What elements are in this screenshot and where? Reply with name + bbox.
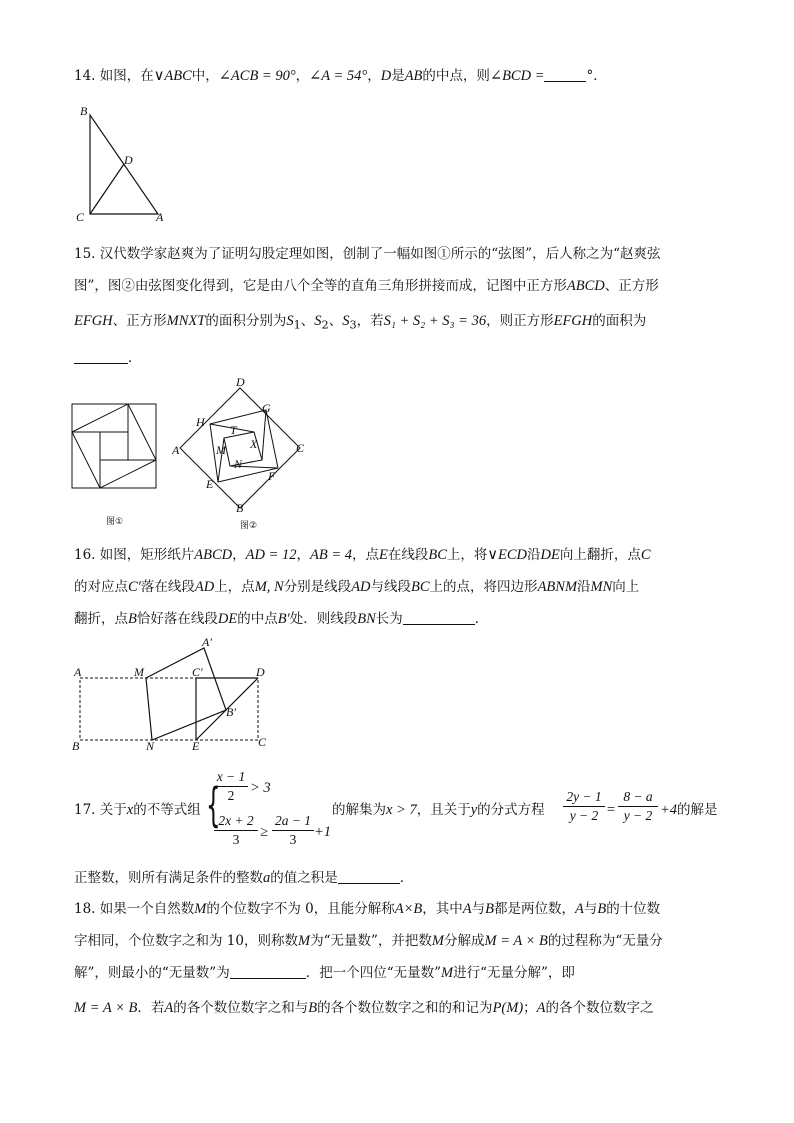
- q17-part: 的不等式组: [133, 802, 201, 818]
- q16-part: 上的点，将四边形: [429, 579, 538, 595]
- q17-part: 的值之积是: [270, 870, 338, 886]
- q15-part: 、正方形: [112, 313, 167, 329]
- q17-f5-num: 8 − a: [623, 789, 653, 804]
- q15-part: 的面积为: [592, 313, 647, 329]
- q18-part: 的过程称为“无量分: [547, 933, 663, 949]
- q16-part: 沿: [527, 547, 541, 563]
- q16-part: 上，将: [446, 547, 488, 563]
- q17-f4-num: 2y − 1: [566, 789, 602, 804]
- q14-angle-a: ∠A = 54°: [309, 68, 368, 84]
- q15-label-g: G: [262, 401, 271, 415]
- q16-answer-blank[interactable]: [403, 610, 475, 625]
- q18-var-a: A: [536, 1000, 546, 1016]
- q18-part: 的各个数位数字之: [545, 1000, 654, 1016]
- q18-part: 为“无量数”，并把数: [310, 933, 432, 949]
- q14-text: [74, 66, 607, 86]
- q14-segment-ab: AB: [404, 68, 423, 84]
- q17-line-2: [74, 868, 413, 888]
- q16-part: 向上: [612, 579, 640, 595]
- q15-fig1-caption: 图①: [106, 517, 124, 527]
- q18-p-of-m: P(M): [492, 1000, 524, 1016]
- q14-label-a: A: [156, 210, 164, 224]
- q16-segment-ad: AD: [194, 579, 215, 595]
- q14-part: 是: [391, 68, 405, 84]
- q17-f5-den: y − 2: [623, 808, 653, 823]
- q18-part: 分解成: [443, 933, 485, 949]
- q16-folded-quad: [146, 648, 226, 740]
- q16-segment-mn: MN: [590, 579, 613, 595]
- q18-var-a: A: [164, 1000, 174, 1016]
- q14-part: °．: [586, 68, 607, 84]
- q18-var-a: A: [462, 901, 472, 917]
- q18-part: 的个位数字不为 0，且能分解称: [206, 901, 395, 917]
- q15-line-4: [74, 348, 142, 368]
- q16-ab-length: AB = 4: [310, 547, 352, 563]
- q17-part: ．: [399, 870, 414, 886]
- q16-part: 向上翻折，点: [559, 547, 641, 563]
- q17-line-1b: [332, 800, 545, 820]
- q17-var-a: a: [263, 870, 271, 886]
- q15-label-f: F: [268, 469, 276, 483]
- q16-label-e: E: [192, 739, 200, 753]
- q15-line-1: [74, 244, 660, 264]
- q16-part: ，: [296, 547, 310, 563]
- q14-part: 14. 如图，在: [74, 68, 154, 84]
- q15-label-n: N: [234, 457, 243, 471]
- q18-part: ，其中: [422, 901, 463, 917]
- q15-label-m: M: [216, 443, 226, 457]
- q16-part: ．: [474, 611, 489, 627]
- q15-part: ，若: [356, 313, 384, 329]
- q15-line-2: [74, 276, 659, 296]
- q14-part: ，: [367, 68, 381, 84]
- q18-part: ．把一个四位“无量数”: [305, 965, 442, 981]
- q15-square-efgh: EFGH: [553, 313, 593, 329]
- q17-part: 正整数，则所有满足条件的整数: [74, 870, 263, 886]
- q15-part: ，则正方形: [486, 313, 554, 329]
- q16-triangle-ecd: ∨ECD: [487, 547, 528, 563]
- q17-brace: {: [206, 778, 221, 832]
- q18-var-b: B: [597, 901, 607, 917]
- q18-var-b: B: [308, 1000, 318, 1016]
- q17-fraction-4: [563, 788, 605, 825]
- q17-var-y: y: [470, 802, 478, 818]
- q16-segment-bn: BN: [357, 611, 376, 627]
- q18-part: ．若: [137, 1000, 165, 1016]
- q18-part: 解”，则最小的“无量数”为: [74, 965, 230, 981]
- q16-label-d: D: [256, 665, 265, 679]
- q18-part: 字相同，个位数字之和为 10，则称数: [74, 933, 298, 949]
- q15-fig2-line: [262, 410, 266, 460]
- q15-label-x: X: [250, 437, 258, 451]
- q18-answer-blank[interactable]: [230, 964, 306, 979]
- q16-point-c: C: [640, 547, 651, 563]
- q16-segment-bc: BC: [428, 547, 447, 563]
- q17-ineq-2-rhs: +1: [314, 824, 332, 840]
- q15-sep: 、: [328, 313, 343, 329]
- q18-line-3: [74, 963, 575, 983]
- q17-answer-blank[interactable]: [338, 869, 400, 884]
- q16-part: 分别是线段: [283, 579, 352, 595]
- q16-part: ，: [232, 547, 246, 563]
- q17-fraction-2: [214, 812, 258, 849]
- q15-area-equation: S₁ + S₂ + S₃ = 36: [383, 313, 487, 329]
- q18-part: 都是两位数，: [493, 901, 575, 917]
- q15-label-a: A: [172, 443, 180, 457]
- q16-label-a-prime: A′: [202, 635, 212, 649]
- q15-part: 15. 汉代数学家赵爽为了证明勾股定理如图，创制了一幅如图①所示的“弦图”，后人称之为“赵爽弦: [74, 246, 661, 262]
- q16-line-1: [74, 545, 651, 565]
- q16-part: 16. 如图，矩形纸片: [74, 547, 195, 563]
- q14-answer-blank[interactable]: [544, 67, 586, 82]
- q16-part: 长为: [375, 611, 403, 627]
- q15-answer-blank[interactable]: [74, 349, 128, 364]
- q15-s1: S: [286, 313, 294, 329]
- q17-f2-num: 2x + 2: [218, 813, 254, 828]
- q17-plus-four: +4: [660, 802, 678, 818]
- q15-s2: S: [314, 313, 322, 329]
- q14-point-d: D: [380, 68, 392, 84]
- q16-segment-de: DE: [540, 547, 560, 563]
- q16-point-e: E: [379, 547, 388, 563]
- q14-part: 中，: [191, 68, 219, 84]
- q18-var-m: M: [194, 901, 207, 917]
- q17-f1-num: x − 1: [216, 769, 246, 784]
- q18-part: 进行“无量分解”，即: [453, 965, 575, 981]
- q16-label-n: N: [146, 739, 155, 753]
- q17-part: 的解集为: [332, 802, 386, 818]
- q15-sub-3: 3: [349, 318, 357, 332]
- q15-label-t: T: [230, 423, 237, 437]
- q16-label-b: B: [72, 739, 80, 753]
- q14-label-d: D: [124, 153, 133, 167]
- q17-equals: =: [606, 802, 616, 818]
- q14-figure: [72, 100, 182, 225]
- q15-part: ．: [128, 350, 142, 366]
- q15-fig1-outer-square: [72, 404, 156, 488]
- q17-f2-den: 3: [232, 832, 240, 847]
- q18-part: 的各个数位数字之和的和记为: [317, 1000, 493, 1016]
- q15-square-mnxt: MNXT: [166, 313, 206, 329]
- q18-part: 的十位数: [606, 901, 661, 917]
- q16-segment-bc: BC: [411, 579, 430, 595]
- q17-part: 的解是: [677, 802, 718, 818]
- q17-part: 的分式方程: [477, 802, 545, 818]
- q15-label-h: H: [196, 415, 205, 429]
- q18-decomposition: M = A × B: [484, 933, 548, 949]
- q17-part: ，且关于: [416, 802, 471, 818]
- q16-part: 在线段: [387, 547, 429, 563]
- q17-var-x: x: [126, 802, 134, 818]
- q14-segment-cd: [90, 164, 124, 214]
- q14-label-c: C: [76, 210, 85, 224]
- q18-part: 18. 如果一个自然数: [74, 901, 195, 917]
- q17-f3-den: 3: [289, 832, 297, 847]
- q17-f1-den: 2: [227, 788, 235, 803]
- q16-part: 处．则线段: [289, 611, 358, 627]
- q15-label-c: C: [296, 441, 305, 455]
- q15-square-abcd: ABCD: [566, 278, 605, 294]
- q18-line-4: [74, 998, 654, 1018]
- q15-part: 、正方形: [604, 278, 659, 294]
- q17-line-1: [74, 800, 201, 820]
- q15-fig2-caption: 图②: [240, 521, 258, 531]
- q18-part: 的各个数位数字之和与: [173, 1000, 309, 1016]
- q15-sep: 、: [300, 313, 315, 329]
- q15-s3: S: [342, 313, 350, 329]
- q16-label-a: A: [74, 665, 82, 679]
- q16-part: 的中点: [237, 611, 278, 627]
- q16-figure: [70, 632, 280, 754]
- q15-sub-2: 2: [321, 318, 329, 332]
- q17-ineq-1-rhs: > 3: [250, 780, 271, 796]
- q18-var-a: A: [574, 901, 584, 917]
- q18-var-m: M: [441, 965, 454, 981]
- q18-part: 与: [471, 901, 486, 917]
- q18-part: 与: [583, 901, 598, 917]
- q18-var-b: B: [485, 901, 494, 917]
- q16-rect-abcd: ABCD: [194, 547, 233, 563]
- q16-part: 沿: [577, 579, 591, 595]
- q15-label-b: B: [236, 501, 244, 515]
- q14-part: 的中点，则: [422, 68, 490, 84]
- q15-sub-1: 1: [293, 318, 301, 332]
- q16-part: 落在线段: [140, 579, 195, 595]
- q15-square-abcd-shape: [180, 388, 300, 508]
- q17-f4-den: y − 2: [569, 808, 599, 823]
- q15-line-3: [74, 311, 646, 336]
- q18-var-m: M: [297, 933, 311, 949]
- q18-line-1: [74, 899, 660, 919]
- q16-label-m: M: [134, 665, 144, 679]
- q15-figure-1: [70, 400, 162, 530]
- q17-fraction-3: [272, 812, 314, 849]
- q16-part: 翻折，点: [74, 611, 128, 627]
- q16-label-b-prime: B′: [226, 705, 236, 719]
- q17-fraction-5: [618, 788, 658, 825]
- q15-fig1-center-square: [100, 432, 128, 460]
- q15-part: 图”，图②由弦图变化得到，它是由八个全等的直角三角形拼接而成，记图中正方形: [74, 278, 567, 294]
- q18-product: A×B: [394, 901, 423, 917]
- q18-line-2: [74, 931, 663, 951]
- q16-point-c-prime: C′: [128, 579, 141, 595]
- q16-part: 与线段: [370, 579, 412, 595]
- q16-point-b: B: [128, 611, 137, 627]
- q18-decomposition: M = A × B: [74, 1000, 138, 1016]
- q18-part: ；: [523, 1000, 537, 1016]
- q17-fraction-1: [214, 768, 248, 805]
- q15-figure-2: [172, 376, 312, 532]
- q16-segment-ad: AD: [351, 579, 371, 595]
- q15-fig1-inner-square: [72, 404, 156, 488]
- q17-line-1c: [660, 800, 718, 820]
- q14-angle-acb: ∠ACB = 90°: [218, 68, 296, 84]
- q15-label-e: E: [206, 477, 214, 491]
- q15-label-d: D: [236, 376, 245, 389]
- q16-label-c-prime: C′: [192, 665, 203, 679]
- q16-ad-length: AD = 12: [245, 547, 297, 563]
- q16-segment-de: DE: [217, 611, 238, 627]
- q16-part: ，点: [352, 547, 379, 563]
- q16-quad-abnm: ABNM: [537, 579, 578, 595]
- q17-part: 17. 关于: [74, 802, 127, 818]
- q17-ge-sign: ≥: [260, 824, 268, 840]
- q16-part: 恰好落在线段: [136, 611, 218, 627]
- q16-line-2: [74, 577, 639, 597]
- q15-square-efgh: EFGH: [74, 313, 113, 329]
- q14-label-b: B: [80, 104, 88, 118]
- q16-points-mn: M, N: [254, 579, 284, 595]
- q14-angle-bcd: ∠BCD =: [489, 68, 545, 84]
- q17-f3-num: 2a − 1: [274, 813, 312, 828]
- q16-point-b-prime: B′: [277, 611, 290, 627]
- q16-line-3: [74, 609, 488, 629]
- q17-solution-set: x > 7: [386, 802, 417, 818]
- q18-var-m: M: [431, 933, 444, 949]
- q15-part: 的面积分别为: [205, 313, 287, 329]
- q14-part: ，: [295, 68, 310, 84]
- q16-label-c: C: [258, 735, 267, 749]
- q16-part: 上，点: [214, 579, 255, 595]
- q14-triangle: ∨ABC: [153, 68, 192, 84]
- q16-part: 的对应点: [74, 579, 128, 595]
